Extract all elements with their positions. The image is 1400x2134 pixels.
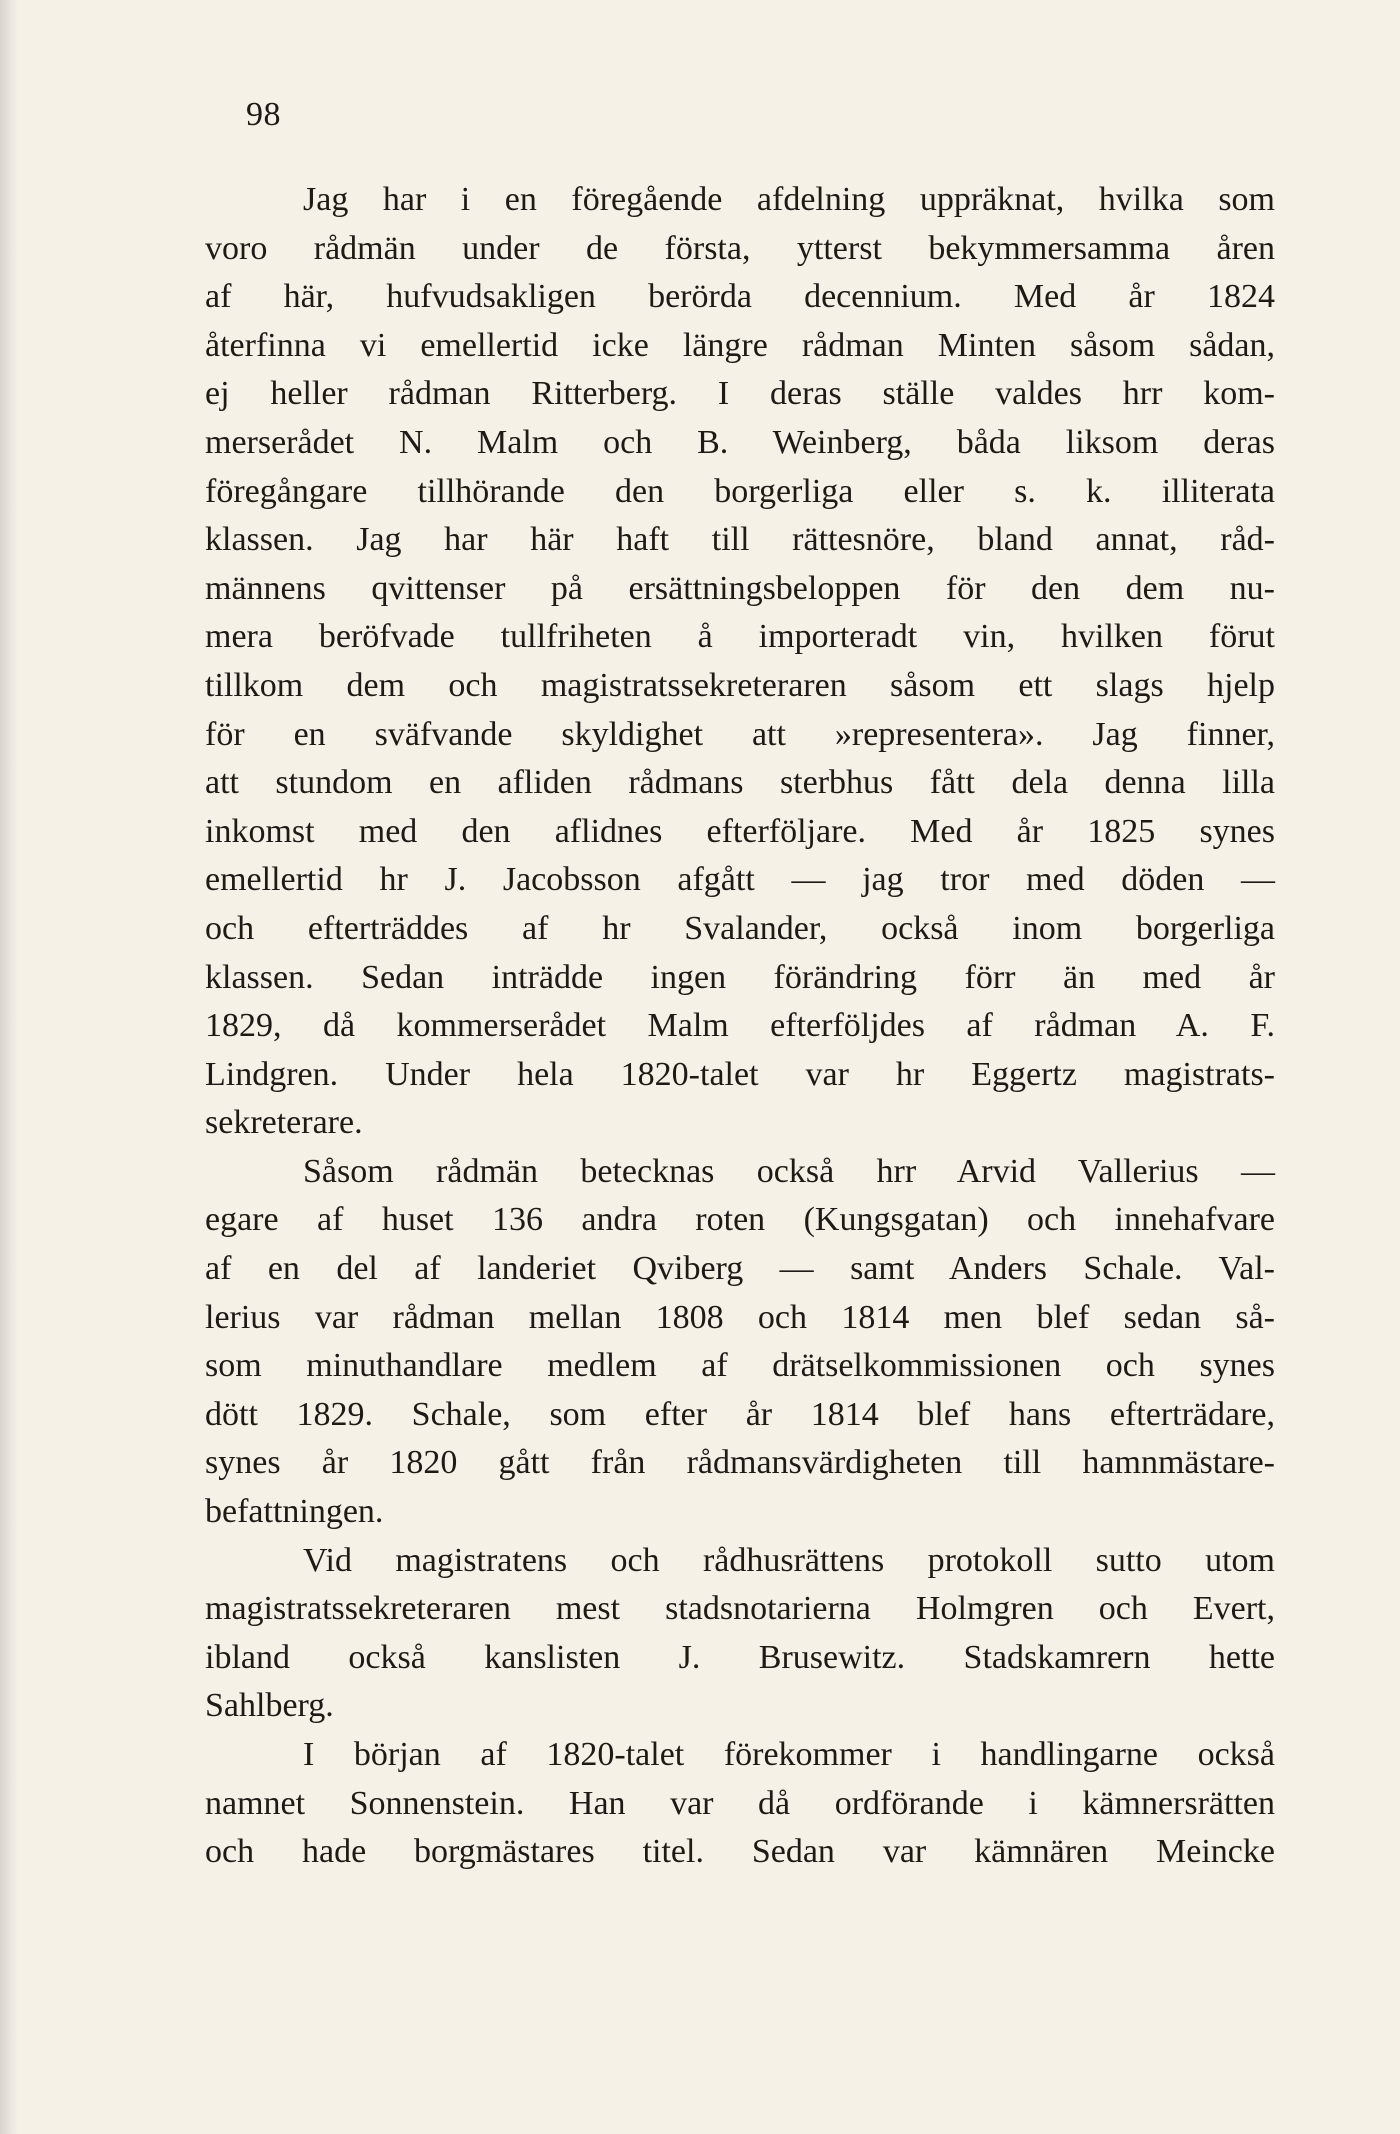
- text-line: att stundom en afliden rådmans sterbhus fått dela denna lilla: [205, 764, 1275, 802]
- text-line: I början af 1820-talet förekommer i handlingarne också: [303, 1736, 1275, 1773]
- text-line: klassen. Sedan inträdde ingen förändring förr än med år: [205, 958, 1275, 996]
- text-line: Såsom rådmän betecknas också hrr Arvid Vallerius —: [303, 1152, 1275, 1190]
- text-line: ej heller rådman Ritterberg. I deras ställe valdes hrr kom-: [205, 375, 1275, 413]
- text-line: emellertid hr J. Jacobsson afgått — jag tror med döden —: [205, 861, 1275, 899]
- text-line: 1829, då kommerserådet Malm efterföljdes af rådman A. F.: [205, 1007, 1275, 1045]
- text-line: synes år 1820 gått från rådmansvärdigheten till hamnmästare-: [205, 1444, 1275, 1482]
- text-line: och efterträddes af hr Svalander, också inom borgerliga: [205, 909, 1275, 947]
- text-line: af en del af landeriet Qviberg — samt Anders Schale. Val-: [205, 1250, 1275, 1288]
- text-line: tillkom dem och magistratssekreteraren såsom ett slags hjelp: [205, 666, 1275, 704]
- text-line: klassen. Jag har här haft till rättesnöre, bland annat, råd-: [205, 521, 1275, 559]
- text-line: namnet Sonnenstein. Han var då ordförande i kämnersrätten: [205, 1784, 1275, 1822]
- text-line: som minuthandlare medlem af drätselkommissionen och synes: [205, 1347, 1275, 1385]
- text-line: återfinna vi emellertid icke längre rådman Minten såsom sådan,: [205, 326, 1275, 364]
- text-line: magistratssekreteraren mest stadsnotarierna Holmgren och Evert,: [205, 1590, 1275, 1628]
- text-line: mera beröfvade tullfriheten å importeradt vin, hvilken förut: [205, 618, 1275, 656]
- text-line: merserådet N. Malm och B. Weinberg, båda liksom deras: [205, 423, 1275, 461]
- text-line: Jag har i en föregående afdelning uppräknat, hvilka som: [303, 181, 1275, 218]
- text-line: lerius var rådman mellan 1808 och 1814 men blef sedan så-: [205, 1298, 1275, 1336]
- text-line: egare af huset 136 andra roten (Kungsgatan) och innehafvare: [205, 1201, 1275, 1239]
- text-line: dött 1829. Schale, som efter år 1814 blef hans efterträdare,: [205, 1395, 1275, 1433]
- text-line: af här, hufvudsakligen berörda decennium. Med år 1824: [205, 278, 1275, 316]
- body-text: [205, 176, 1275, 1877]
- text-line: Vid magistratens och rådhusrättens protokoll sutto utom: [303, 1541, 1275, 1579]
- text-line: inkomst med den aflidnes efterföljare. Med år 1825 synes: [205, 812, 1275, 850]
- text-line: för en sväfvande skyldighet att »representera». Jag finner,: [205, 715, 1275, 753]
- text-line: föregångare tillhörande den borgerliga eller s. k. illiterata: [205, 472, 1275, 510]
- text-line: Lindgren. Under hela 1820-talet var hr Eggertz magistrats-: [205, 1055, 1275, 1093]
- page-edge-shadow: [0, 0, 18, 2134]
- text-line: Sahlberg.: [205, 1687, 334, 1725]
- text-line: sekreterare.: [205, 1104, 363, 1142]
- text-line: och hade borgmästares titel. Sedan var kämnären Meincke: [205, 1833, 1275, 1871]
- page-number: 98: [246, 96, 281, 133]
- text-line: befattningen.: [205, 1493, 384, 1531]
- text-line: männens qvittenser på ersättningsbeloppen för den dem nu-: [205, 569, 1275, 607]
- text-line: voro rådmän under de första, ytterst bekymmersamma åren: [205, 229, 1275, 267]
- text-line: ibland också kanslisten J. Brusewitz. Stadskamrern hette: [205, 1638, 1275, 1676]
